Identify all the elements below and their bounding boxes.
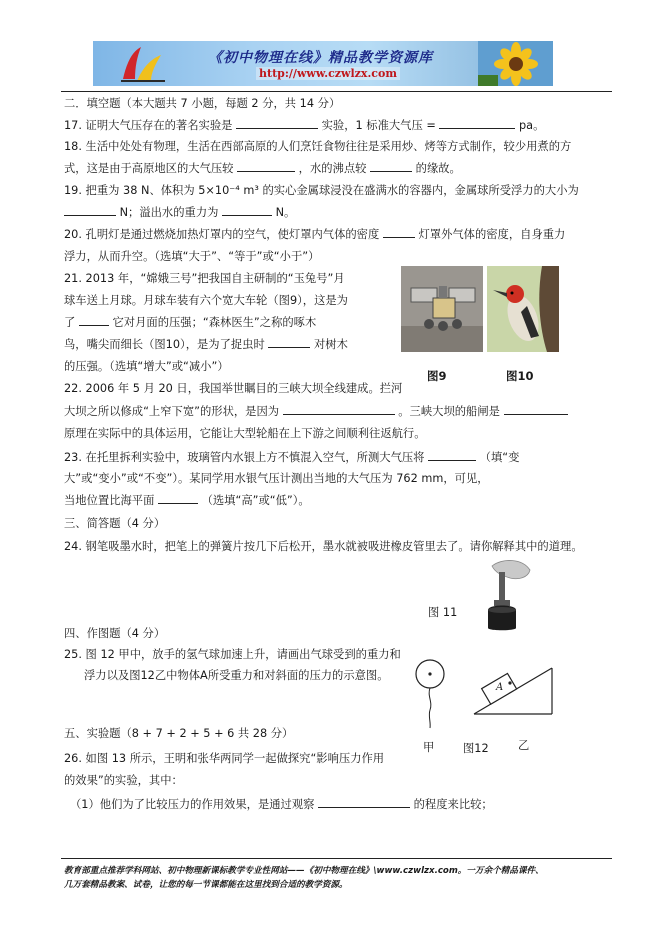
figure-12-label-yi: 乙 [518, 739, 530, 752]
question-22-line-1: 22. 2006 年 5 月 20 日，我国举世瞩目的三峡大坝全线建成。拦河 [64, 382, 403, 395]
question-21-line-5: 的压强。（选填“增大”或“减小”） [64, 360, 229, 373]
figure-12-caption: 图12 [463, 742, 489, 755]
question-20-line-2: 浮力，从而升空。（选填“大于”、“等于”或“小于”） [64, 250, 320, 263]
header-rule [61, 91, 612, 92]
section-heading-experiment: 五、实验题（8 + 7 + 2 + 5 + 6 共 28 分） [64, 727, 294, 740]
question-23-line-1: 23. 在托里拆利实验中，玻璃管内水银上方不慎混入空气，所测大气压将 （填“变 [64, 451, 520, 464]
question-22-line-3: 原理在实际中的具体运用，它能让大型轮船在上下游之间顺利往返航行。 [64, 427, 426, 440]
figure-12-label-jia: 甲 [423, 741, 435, 754]
answer-blank [428, 449, 476, 461]
section-heading-fill-in: 二．填空题（本大题共 7 小题，每题 2 分，共 14 分） [64, 97, 341, 110]
footer-rule [61, 858, 612, 859]
banner-url[interactable]: http://www.czwlzx.com [256, 67, 400, 80]
question-19-line-1: 19. 把重为 38 N、体积为 5×10⁻⁴ m³ 的实心金属球浸没在盛满水的容器内，金属球所受浮力的大小为 [64, 184, 579, 197]
header-banner [93, 41, 553, 86]
question-26-line-3: （1）他们为了比较压力的作用效果，是通过观察 的程度来比较； [70, 798, 493, 811]
question-26-line-2: 的效果”的实验，其中： [64, 774, 183, 787]
question-19-line-2: N；溢出水的重力为 N。 [64, 204, 295, 220]
footer-line-2: 几万套精品教案、试卷，让您的每一节课都能在这里找到合适的教学资源。 [64, 880, 348, 890]
answer-blank [222, 204, 272, 216]
answer-blank [158, 492, 198, 504]
sunflower-icon [478, 41, 553, 86]
site-logo-icon [113, 41, 173, 86]
footer-line-1: 教育部重点推荐学科网站、初中物理新课标教学专业性网站——《初中物理在线》\www.czwlzx.com。一万余个精品课件、 [64, 866, 544, 876]
section-heading-drawing: 四、作图题（4 分） [64, 627, 166, 640]
answer-blank [283, 403, 395, 415]
woodpecker-image [487, 266, 559, 352]
answer-blank [236, 117, 318, 129]
block-a-label: A [496, 682, 504, 693]
balloon-string [429, 688, 431, 728]
figure-9-caption: 图9 [427, 369, 447, 383]
question-22-line-2: 大坝之所以修成“上窄下宽”的形状，是因为 。三峡大坝的船闸是 [64, 403, 568, 419]
question-18-line-2: 式，这是由于高原地区的大气压较 ，水的沸点较 的缘故。 [64, 162, 461, 175]
answer-blank [268, 336, 310, 348]
question-18-line-1: 18. 生活中处处有物理，生活在西部高原的人们烹饪食物往往是采用炒、烤等方式制作，较少用煮的方 [64, 140, 572, 153]
answer-blank [439, 117, 515, 129]
figure-12-diagram [412, 652, 560, 730]
question-21-line-4: 鸟，嘴尖而细长（图10），是为了捉虫时 对树木 [64, 338, 348, 351]
question-20-line-1: 20. 孔明灯是通过燃烧加热灯罩内的空气，使灯罩内气体的密度 灯罩外气体的密度，自身重力 [64, 228, 566, 241]
figure-10-caption: 图10 [506, 369, 534, 383]
question-23-line-2: 大”或“变小”或“不变”）。某同学用水银气压计测出当地的大气压为 762 mm，可见， [64, 472, 489, 485]
question-24: 24. 钢笔吸墨水时，把笔上的弹簧片按几下后松开，墨水就被吸进橡皮管里去了。请你解释其中的道理。 [64, 540, 583, 553]
answer-blank [370, 160, 412, 172]
question-17: 17. 证明大气压存在的著名实验是 实验，1 标准大气压 = pa。 [64, 119, 545, 132]
answer-blank [64, 204, 116, 216]
question-25-line-2: 浮力以及图12乙中物体A所受重力和对斜面的压力的示意图。 [84, 669, 389, 682]
section-heading-short-answer: 三、简答题（4 分） [64, 517, 166, 530]
question-21-line-3: 了 它对月面的压强；“森林医生”之称的啄木 [64, 316, 317, 329]
answer-blank [318, 796, 410, 808]
answer-blank [79, 314, 109, 326]
banner-title: 《初中物理在线》精品教学资源库 [208, 50, 433, 66]
answer-blank [237, 160, 295, 172]
question-23-line-3: 当地位置比海平面 （选填“高”或“低”）。 [64, 494, 310, 507]
lunar-rover-image [401, 266, 483, 352]
answer-blank [383, 226, 415, 238]
ink-bottle-pen-image [474, 556, 536, 632]
question-26-line-1: 26. 如图 13 所示，王明和张华两同学一起做探究“影响压力作用 [64, 752, 385, 765]
figure-11-caption: 图 11 [428, 606, 458, 619]
question-21-line-1: 21. 2013 年，“嫦娥三号”把我国自主研制的“玉兔号”月 [64, 272, 345, 285]
answer-blank [504, 403, 568, 415]
question-21-line-2: 球车送上月球。月球车装有六个宽大车轮（图9），这是为 [64, 294, 348, 307]
question-25-line-1: 25. 图 12 甲中，放手的氢气球加速上升，请画出气球受到的重力和 [64, 648, 401, 661]
